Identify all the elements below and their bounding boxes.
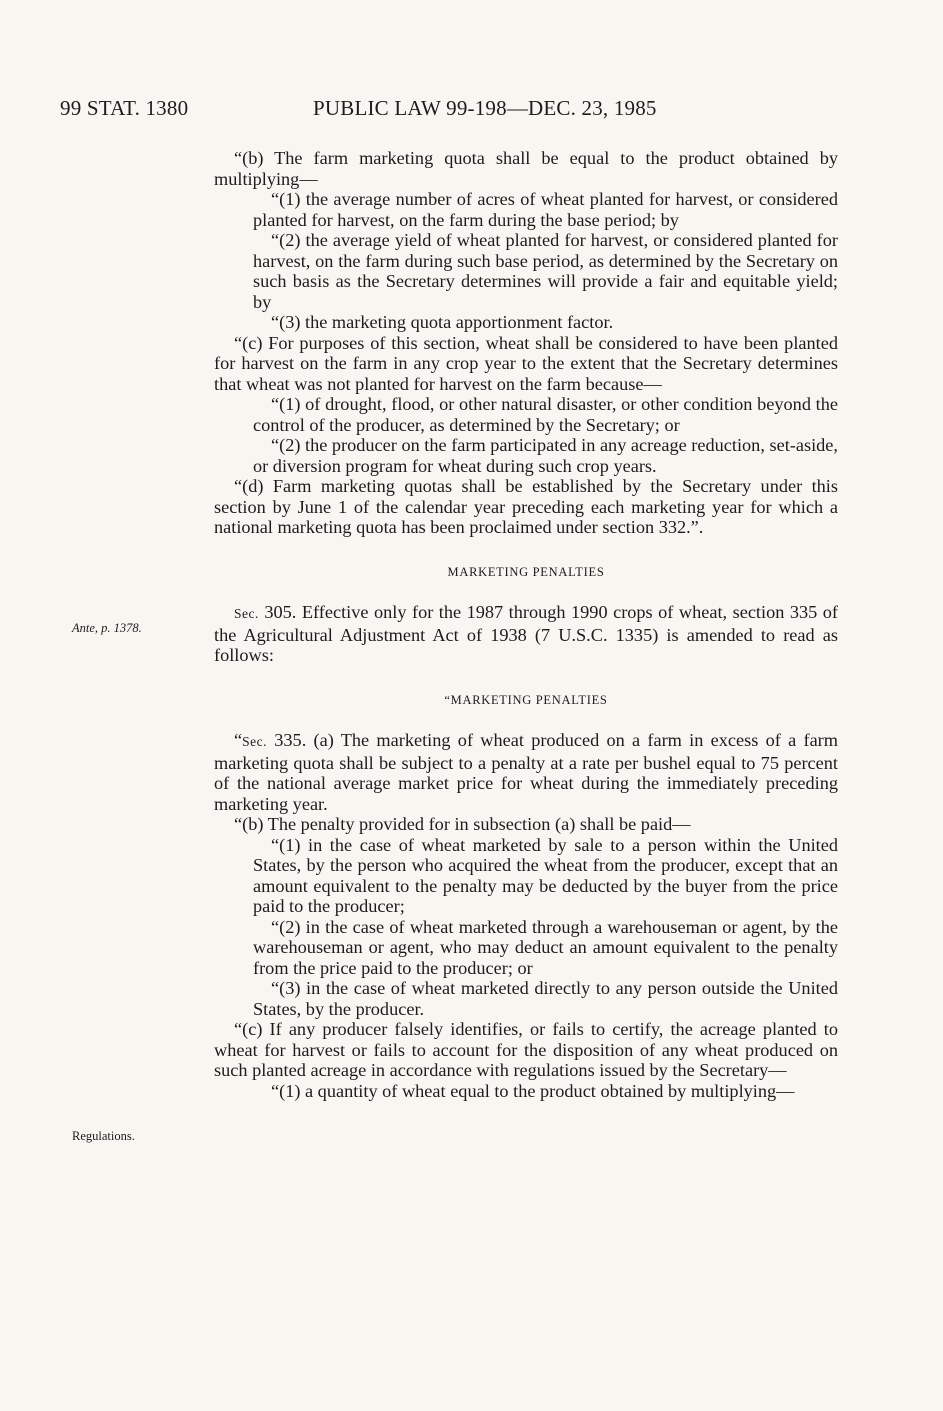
- penalty-paragraph-b3: “(3) in the case of wheat marketed directly to any person outside the United States, by the producer.: [253, 978, 838, 1019]
- section-label: Sec.: [234, 606, 259, 621]
- section-heading-marketing-penalties: MARKETING PENALTIES: [447, 564, 605, 579]
- section-305-text: 305. Effective only for the 1987 through 1990 crops of wheat, section 335 of the Agricultural Adjustment Act of 1938 (7 U.S.C. 1335) is amended to read as follows:: [214, 602, 838, 665]
- margin-note-regulations: Regulations.: [72, 1129, 135, 1143]
- paragraph-b3: “(3) the marketing quota apportionment factor.: [271, 312, 614, 332]
- penalty-subsection-b: “(b) The penalty provided for in subsection (a) shall be paid—: [234, 814, 691, 834]
- section-305: [214, 602, 838, 666]
- stat-citation: 99 STAT. 1380: [60, 96, 189, 120]
- quoted-heading-marketing-penalties: “MARKETING PENALTIES: [444, 692, 608, 707]
- subsection-c: “(c) For purposes of this section, wheat shall be considered to have been planted for harvest on the farm in any crop year to the extent that the Secretary determines that wheat was not planted for harvest on the farm because—: [214, 332, 838, 394]
- section-335-a: [214, 730, 838, 814]
- page-header-title: PUBLIC LAW 99-198—DEC. 23, 1985: [313, 96, 657, 120]
- paragraph-c1: “(1) of drought, flood, or other natural disaster, or other condition beyond the control of the producer, as determined by the Secretary; or: [253, 394, 838, 435]
- paragraph-b1: “(1) the average number of acres of wheat planted for harvest, or considered planted for harvest, on the farm during the base period; by: [253, 189, 838, 230]
- penalty-paragraph-b1: “(1) in the case of wheat marketed by sale to a person within the United States, by the person who acquired the wheat from the producer, except that an amount equivalent to the penalty may be deducted by the buyer from the price paid to the producer;: [253, 834, 838, 916]
- penalty-paragraph-b2: “(2) in the case of wheat marketed through a warehouseman or agent, by the warehouseman or agent, who may deduct an amount equivalent to the penalty from the price paid to the producer; or: [253, 916, 838, 978]
- statute-body: [214, 148, 838, 1101]
- penalty-subsection-c: “(c) If any producer falsely identifies, or fails to certify, the acreage planted to wheat for harvest or fails to account for the disposition of any wheat produced on such planted acreage in accordance with regulations issued by the Secretary—: [214, 1019, 838, 1080]
- paragraph-c2: “(2) the producer on the farm participated in any acreage reduction, set-aside, or diversion program for wheat during such crop years.: [253, 435, 838, 476]
- open-quote: “: [234, 730, 243, 750]
- section-label: Sec.: [242, 734, 267, 749]
- subsection-d: “(d) Farm marketing quotas shall be established by the Secretary under this section by June 1 of the calendar year preceding each marketing year for which a national marketing quota has been proclaimed under section 332.”.: [214, 476, 838, 537]
- section-335-a-text: 335. (a) The marketing of wheat produced on a farm in excess of a farm marketing quota shall be subject to a penalty at a rate per bushel equal to 75 percent of the national average market price for wheat during the immediately preceding marketing year.: [214, 730, 838, 814]
- paragraph-b2: “(2) the average yield of wheat planted for harvest, or considered planted for harvest, on the farm during such base period, as determined by the Secretary on such basis as the Secretary determines will provide a fair and equitable yield; by: [253, 230, 838, 312]
- subsection-b: “(b) The farm marketing quota shall be equal to the product obtained by multiplying—: [214, 148, 838, 189]
- margin-note-ante: Ante, p. 1378.: [72, 621, 142, 635]
- penalty-paragraph-c1: “(1) a quantity of wheat equal to the product obtained by multiplying—: [271, 1080, 795, 1101]
